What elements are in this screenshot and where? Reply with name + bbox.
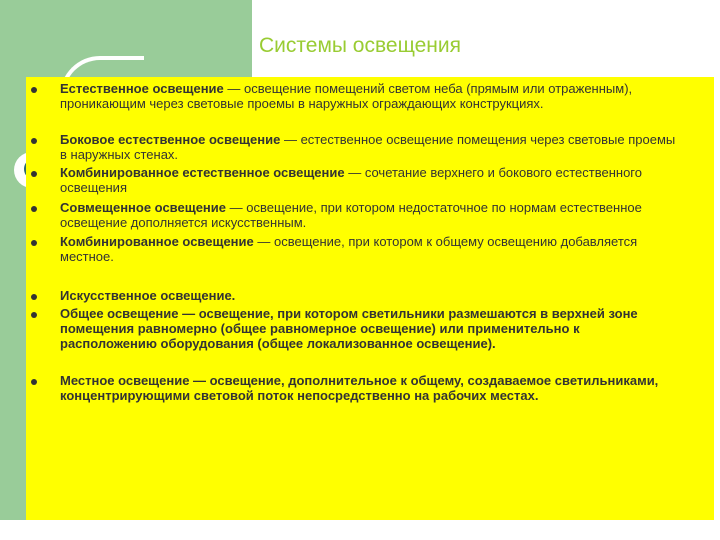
definition: — освещение помещений светом неба (прямым или отраженным), проникающим через световые проемы в наружных ограждающих конструкциях.: [60, 81, 633, 111]
slide-title: Системы освещения: [258, 34, 462, 57]
list-item-text: Общее освещение — освещение, при котором светильники размешаются в верхней зоне помещения равномерно (общее равномерное освещение) или применительно к расположению оборудования (общее локализованное освещение).: [60, 306, 638, 351]
list-item-text: [60, 166, 680, 196]
bullet-icon: [31, 206, 37, 212]
content-panel: [26, 77, 714, 520]
term: Боковое естественное освещение: [60, 132, 281, 147]
term: Комбинированное освещение: [60, 234, 254, 249]
definition: — освещение, при котором недостаточное по нормам естественное освещение дополняется искусственным.: [60, 200, 642, 230]
list-item-text: [60, 235, 680, 265]
bottom-margin: [0, 520, 720, 540]
definition: — сочетание верхнего и бокового естественного освещения: [60, 165, 642, 195]
bullet-icon: [31, 138, 37, 144]
term: Совмещенное освещение: [60, 200, 227, 215]
list-item-text: [60, 82, 680, 112]
bullet-icon: [31, 312, 37, 318]
list-item-text: Искусственное освещение.: [60, 288, 236, 303]
list-item-text: [60, 201, 680, 231]
bullet-icon: [31, 379, 37, 385]
bullet-icon: [31, 240, 37, 246]
bullet-icon: [31, 87, 37, 93]
definition: — освещение, при котором к общему освещению добавляется местное.: [60, 234, 638, 264]
term: Комбинированное естественное освещение: [60, 165, 345, 180]
bullet-icon: [31, 171, 37, 177]
term: Естественное освещение: [60, 81, 224, 96]
bullet-icon: [31, 294, 37, 300]
list-item-text: [60, 133, 680, 163]
definition: — естественное освещение помещения через световые проемы в наружных стенах.: [60, 132, 676, 162]
list-item-text: Местное освещение — освещение, дополнительное к общему, создаваемое светильниками, концентрирующими световой поток непосредственно на рабочих местах.: [60, 373, 659, 403]
